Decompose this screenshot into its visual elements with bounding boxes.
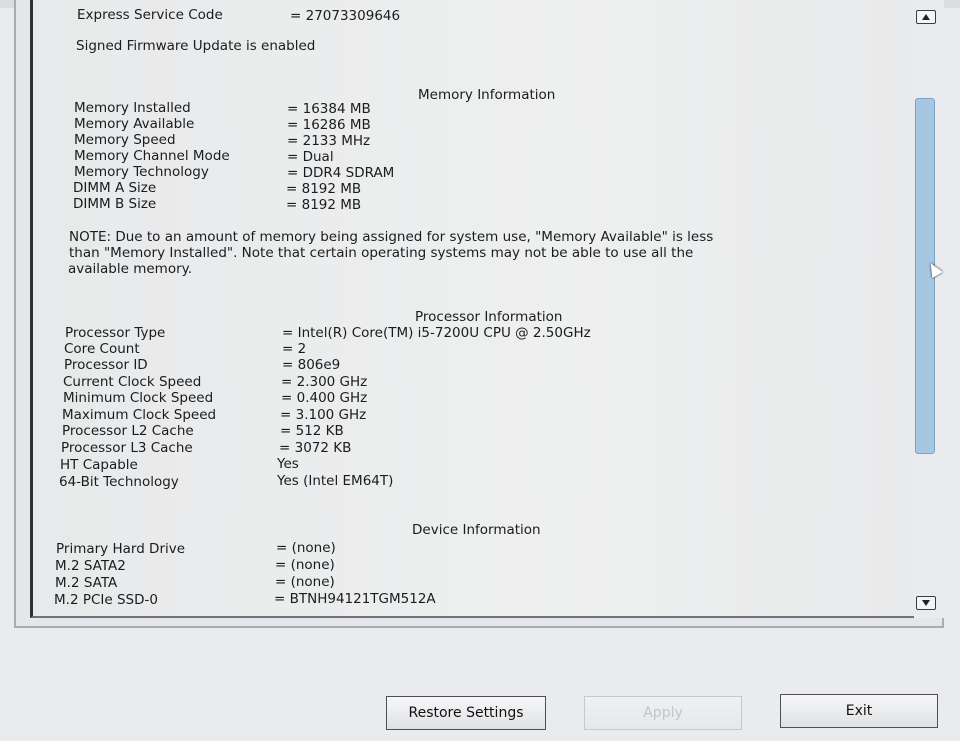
- system-information-panel: [14, 0, 944, 628]
- triangle-down-icon: [922, 600, 930, 606]
- memory-row-value: = 16384 MB: [287, 101, 371, 117]
- triangle-up-icon: [922, 14, 930, 20]
- processor-row-value: Yes (Intel EM64T): [277, 473, 394, 489]
- processor-row-value: = 3072 KB: [279, 440, 352, 456]
- restore-settings-button[interactable]: Restore Settings: [386, 696, 546, 730]
- processor-row-label: Processor Type: [65, 325, 166, 341]
- processor-row-label: Minimum Clock Speed: [63, 390, 214, 406]
- device-section-header: Device Information: [412, 522, 541, 538]
- processor-row-label: Maximum Clock Speed: [62, 407, 217, 423]
- processor-row-value: = 2.300 GHz: [281, 374, 368, 390]
- memory-row-label: DIMM A Size: [73, 180, 157, 196]
- device-row-label: M.2 SATA2: [55, 558, 126, 574]
- device-row-value: = (none): [275, 574, 335, 590]
- processor-row-value: = 2: [282, 341, 307, 357]
- memory-row-value: = DDR4 SDRAM: [287, 165, 395, 181]
- memory-note-line: available memory.: [68, 261, 192, 277]
- processor-row-value: = 512 KB: [280, 423, 344, 439]
- memory-row-value: = 8192 MB: [286, 197, 362, 213]
- processor-row-label: 64-Bit Technology: [59, 474, 179, 490]
- memory-row-label: Memory Installed: [74, 100, 191, 116]
- memory-row-label: Memory Technology: [74, 164, 209, 180]
- info-content-area: [30, 0, 914, 618]
- device-row-value: = (none): [275, 557, 335, 573]
- processor-row-value: = 0.400 GHz: [281, 390, 368, 406]
- express-service-code-label: Express Service Code: [77, 7, 223, 23]
- processor-row-label: Processor ID: [64, 357, 148, 373]
- memory-row-label: DIMM B Size: [73, 196, 157, 212]
- processor-row-label: Processor L2 Cache: [62, 423, 194, 439]
- memory-row-label: Memory Available: [74, 116, 195, 132]
- memory-note-line: than "Memory Installed". Note that certain operating systems may not be able to use all the: [69, 245, 694, 261]
- memory-row-value: = 2133 MHz: [287, 133, 371, 149]
- processor-row-value: Yes: [277, 456, 299, 472]
- apply-button[interactable]: Apply: [584, 696, 742, 730]
- processor-row-label: Processor L3 Cache: [61, 440, 193, 456]
- device-row-label: Primary Hard Drive: [56, 541, 186, 557]
- processor-row-value: = 3.100 GHz: [280, 407, 367, 423]
- express-service-code-value: = 27073309646: [290, 8, 401, 24]
- scroll-up-button[interactable]: [916, 10, 936, 24]
- device-row-label: M.2 SATA: [55, 575, 118, 591]
- processor-row-label: Core Count: [64, 341, 140, 357]
- memory-row-value: = 8192 MB: [286, 181, 362, 197]
- vertical-scrollbar[interactable]: [914, 0, 944, 618]
- processor-row-value: = 806e9: [282, 357, 341, 373]
- memory-note-line: NOTE: Due to an amount of memory being assigned for system use, "Memory Available" is less: [69, 229, 714, 245]
- processor-row-value: = Intel(R) Core(TM) i5-7200U CPU @ 2.50GHz: [282, 325, 591, 341]
- memory-row-label: Memory Channel Mode: [74, 148, 230, 164]
- memory-row-label: Memory Speed: [74, 132, 176, 148]
- device-row-value: = BTNH94121TGM512A: [274, 591, 436, 607]
- scroll-down-button[interactable]: [916, 596, 936, 610]
- exit-button[interactable]: Exit: [780, 694, 938, 728]
- processor-row-label: HT Capable: [60, 457, 138, 473]
- processor-row-label: Current Clock Speed: [63, 374, 202, 390]
- device-row-label: M.2 PCIe SSD-0: [54, 592, 158, 608]
- memory-row-value: = Dual: [287, 149, 334, 165]
- firmware-status-text: Signed Firmware Update is enabled: [76, 38, 316, 54]
- memory-section-header: Memory Information: [418, 87, 556, 103]
- device-row-value: = (none): [276, 540, 336, 556]
- processor-section-header: Processor Information: [415, 309, 563, 325]
- memory-row-value: = 16286 MB: [287, 117, 371, 133]
